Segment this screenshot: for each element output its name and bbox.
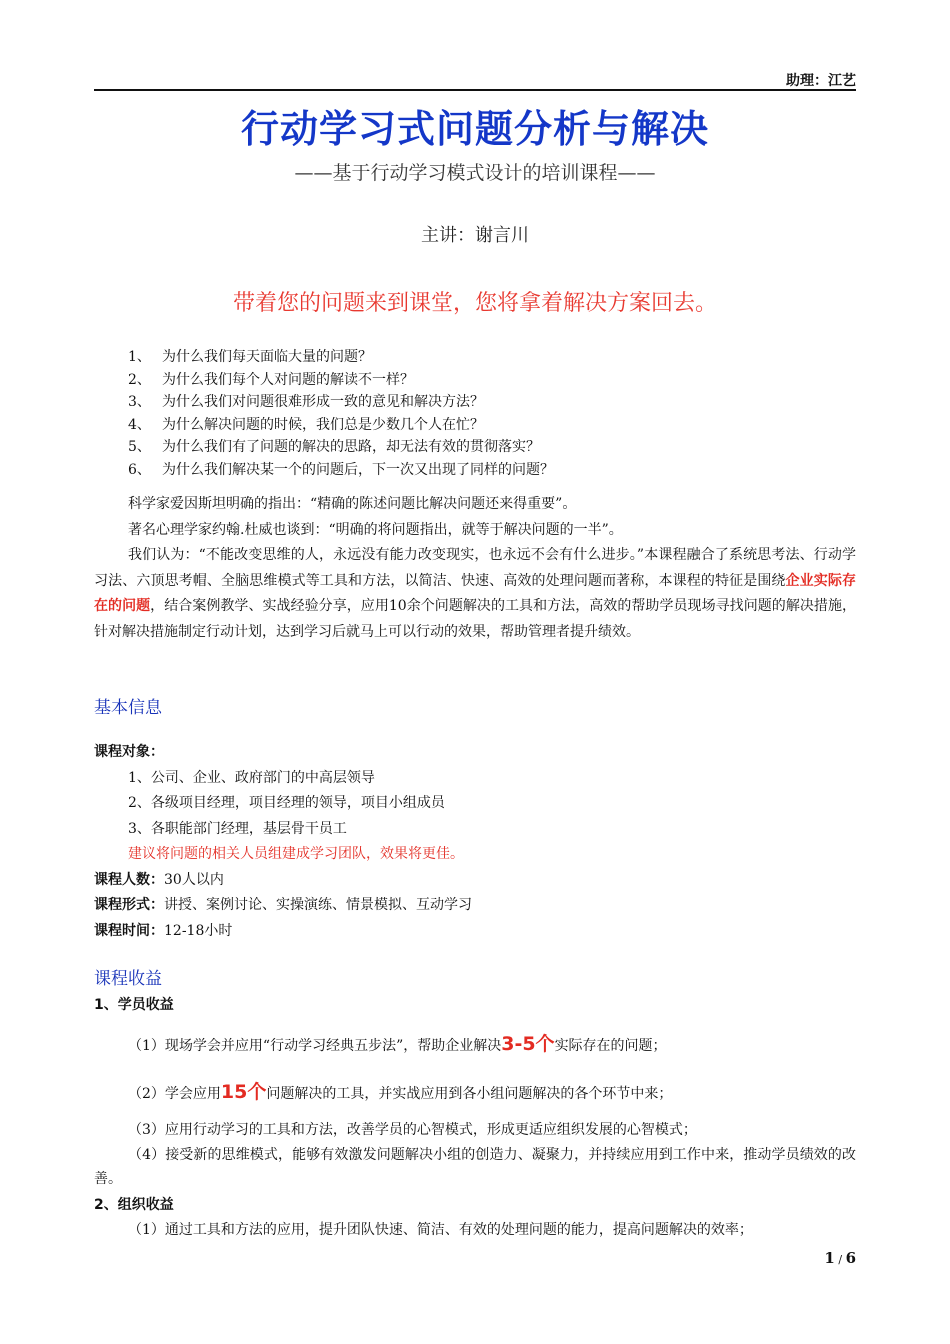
student-benefit-1: （1）现场学会并应用“行动学习经典五步法”，帮助企业解决3-5个实际存在的问题； — [128, 1033, 667, 1055]
page-title: 行动学习式问题分析与解决 — [240, 107, 709, 151]
highlight-number: 15个 — [220, 1081, 267, 1103]
assistant-label: 助理：江艺 — [786, 73, 856, 89]
student-benefit-heading: 1、学员收益 — [94, 997, 174, 1013]
slogan: 带着您的问题来到课堂，您将拿着解决方案回去。 — [232, 291, 717, 316]
time-row: 课程时间：12-18小时 — [94, 922, 233, 939]
header-divider — [94, 89, 856, 91]
basic-info-heading: 基本信息 — [94, 698, 162, 718]
size-row: 课程人数：30人以内 — [94, 871, 224, 888]
intro-paragraph: 我们认为：“不能改变思维的人，永远没有能力改变现实，也永远不会有什么进步。”本课程融合了系统思考法、行动学习法、六顶思考帽、全脑思维模式等工具和方法，以简洁、快速、高效的处理问题而著称，本课程的特征是围绕企业实际存在的问题，结合案例教学、实战经验分享，应用10余个问题解决的工具和方法，高效的帮助学员现场寻找问题的解决措施，针对解决措施制定行动计划，达到学习后就马上可以行动的效果，帮助管理者提升绩效。 — [94, 547, 857, 640]
list-item: 6、 为什么我们解决某一个的问题后，下一次又出现了同样的问题？ — [128, 461, 554, 478]
lecturer: 主讲：谢言川 — [421, 225, 529, 246]
audience-label: 课程对象： — [94, 744, 164, 760]
benefits-heading: 课程收益 — [94, 969, 162, 989]
list-item: 3、 为什么我们对问题很难形成一致的意见和解决方法？ — [128, 394, 484, 410]
list-item: 5、 为什么我们有了问题的解决的思路，却无法有效的贯彻落实？ — [128, 439, 540, 455]
student-benefit-4: （4）接受新的思维模式，能够有效激发问题解决小组的创造力、凝聚力，并持续应用到工作中来，推动学员绩效的改善。 — [94, 1147, 856, 1187]
org-benefit-1: （1）通过工具和方法的应用，提升团队快速、简洁、有效的处理问题的能力，提高问题解决的效率； — [128, 1222, 753, 1238]
intro-block — [94, 492, 856, 645]
einstein-quote: 科学家爱因斯坦明确的指出：“精确的陈述问题比解决问题还来得重要”。 — [128, 496, 577, 512]
dewey-quote: 著名心理学家约翰.杜威也谈到：“明确的将问题指出，就等于解决问题的一半”。 — [128, 521, 623, 538]
format-row: 课程形式：讲授、案例讨论、实操演练、情景模拟、互动学习 — [94, 897, 472, 913]
list-item: 2、各级项目经理，项目经理的领导，项目小组成员 — [128, 795, 445, 811]
audience-note: 建议将问题的相关人员组建成学习团队，效果将更佳。 — [128, 846, 464, 862]
question-list — [128, 346, 868, 481]
list-item: 1、公司、企业、政府部门的中高层领导 — [128, 769, 375, 786]
page-number: 1 / 6 — [824, 1249, 856, 1267]
student-benefit-3: （3）应用行动学习的工具和方法，改善学员的心智模式，形成更适应组织发展的心智模式； — [128, 1122, 697, 1138]
list-item: 2、 为什么我们每个人对问题的解读不一样？ — [128, 371, 414, 388]
list-item: 4、 为什么解决问题的时候，我们总是少数几个人在忙？ — [128, 416, 484, 433]
page-subtitle: ——基于行动学习模式设计的培训课程—— — [294, 162, 656, 184]
org-benefit-heading: 2、组织收益 — [94, 1197, 174, 1213]
student-benefit-2: （2）学会应用15个问题解决的工具，并实战应用到各小组问题解决的各个环节中来； — [128, 1081, 673, 1103]
list-item: 3、各职能部门经理，基层骨干员工 — [128, 820, 347, 837]
highlight-text: 企业实际存在的问题 — [94, 572, 856, 614]
highlight-number: 3-5个 — [501, 1033, 555, 1055]
list-item: 1、 为什么我们每天面临大量的问题？ — [128, 349, 372, 365]
basic-info-block — [94, 740, 856, 944]
